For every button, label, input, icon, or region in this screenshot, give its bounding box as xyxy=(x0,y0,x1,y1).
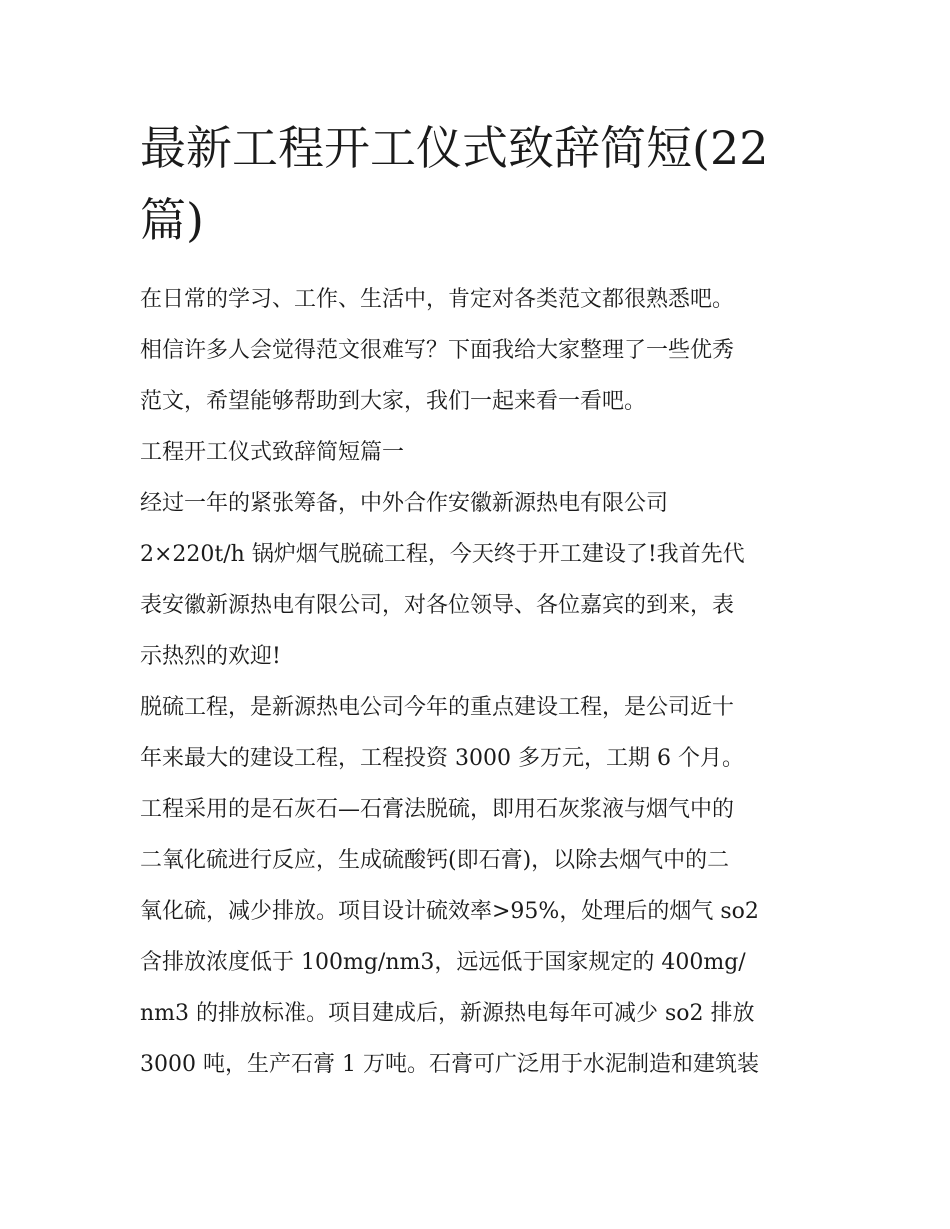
paragraph-line: 相信许多人会觉得范文很难写？下面我给大家整理了一些优秀 xyxy=(140,338,735,363)
paragraph-line: 含排放浓度低于 100mg/nm3，远远低于国家规定的 400mg/ xyxy=(140,950,746,975)
paragraph-line: 年来最大的建设工程，工程投资 3000 多万元，工期 6 个月。 xyxy=(140,746,744,771)
title-line-2: 篇) xyxy=(140,193,204,247)
paragraph-line: 3000 吨，生产石膏 1 万吨。石膏可广泛用于水泥制造和建筑装 xyxy=(140,1052,759,1077)
paragraph-line: nm3 的排放标准。项目建成后，新源热电每年可减少 so2 排放 xyxy=(140,1001,755,1026)
document-body xyxy=(140,274,812,1090)
paragraph-line: 脱硫工程，是新源热电公司今年的重点建设工程，是公司近十 xyxy=(140,695,735,720)
paragraph-line: 二氧化硫进行反应，生成硫酸钙(即石膏)，以除去烟气中的二 xyxy=(140,848,730,873)
paragraph-line: 工程采用的是石灰石—石膏法脱硫，即用石灰浆液与烟气中的 xyxy=(140,797,735,822)
paragraph-line: 在日常的学习、工作、生活中，肯定对各类范文都很熟悉吧。 xyxy=(140,287,735,312)
paragraph-line: 2×220t/h 锅炉烟气脱硫工程，今天终于开工建设了!我首先代 xyxy=(140,542,745,567)
paragraph-line: 氧化硫，减少排放。项目设计硫效率>95%，处理后的烟气 so2 xyxy=(140,899,759,924)
paragraph-line: 范文，希望能够帮助到大家，我们一起来看一看吧。 xyxy=(140,389,647,414)
section-heading: 工程开工仪式致辞简短篇一 xyxy=(140,440,405,465)
document-page xyxy=(140,112,812,1090)
paragraph-line: 示热烈的欢迎! xyxy=(140,644,281,669)
paragraph-line: 表安徽新源热电有限公司，对各位领导、各位嘉宾的到来，表 xyxy=(140,593,735,618)
document-title xyxy=(140,112,812,256)
title-line-1: 最新工程开工仪式致辞简短(22 xyxy=(140,121,769,175)
paragraph-line: 经过一年的紧张筹备，中外合作安徽新源热电有限公司 xyxy=(140,491,669,516)
